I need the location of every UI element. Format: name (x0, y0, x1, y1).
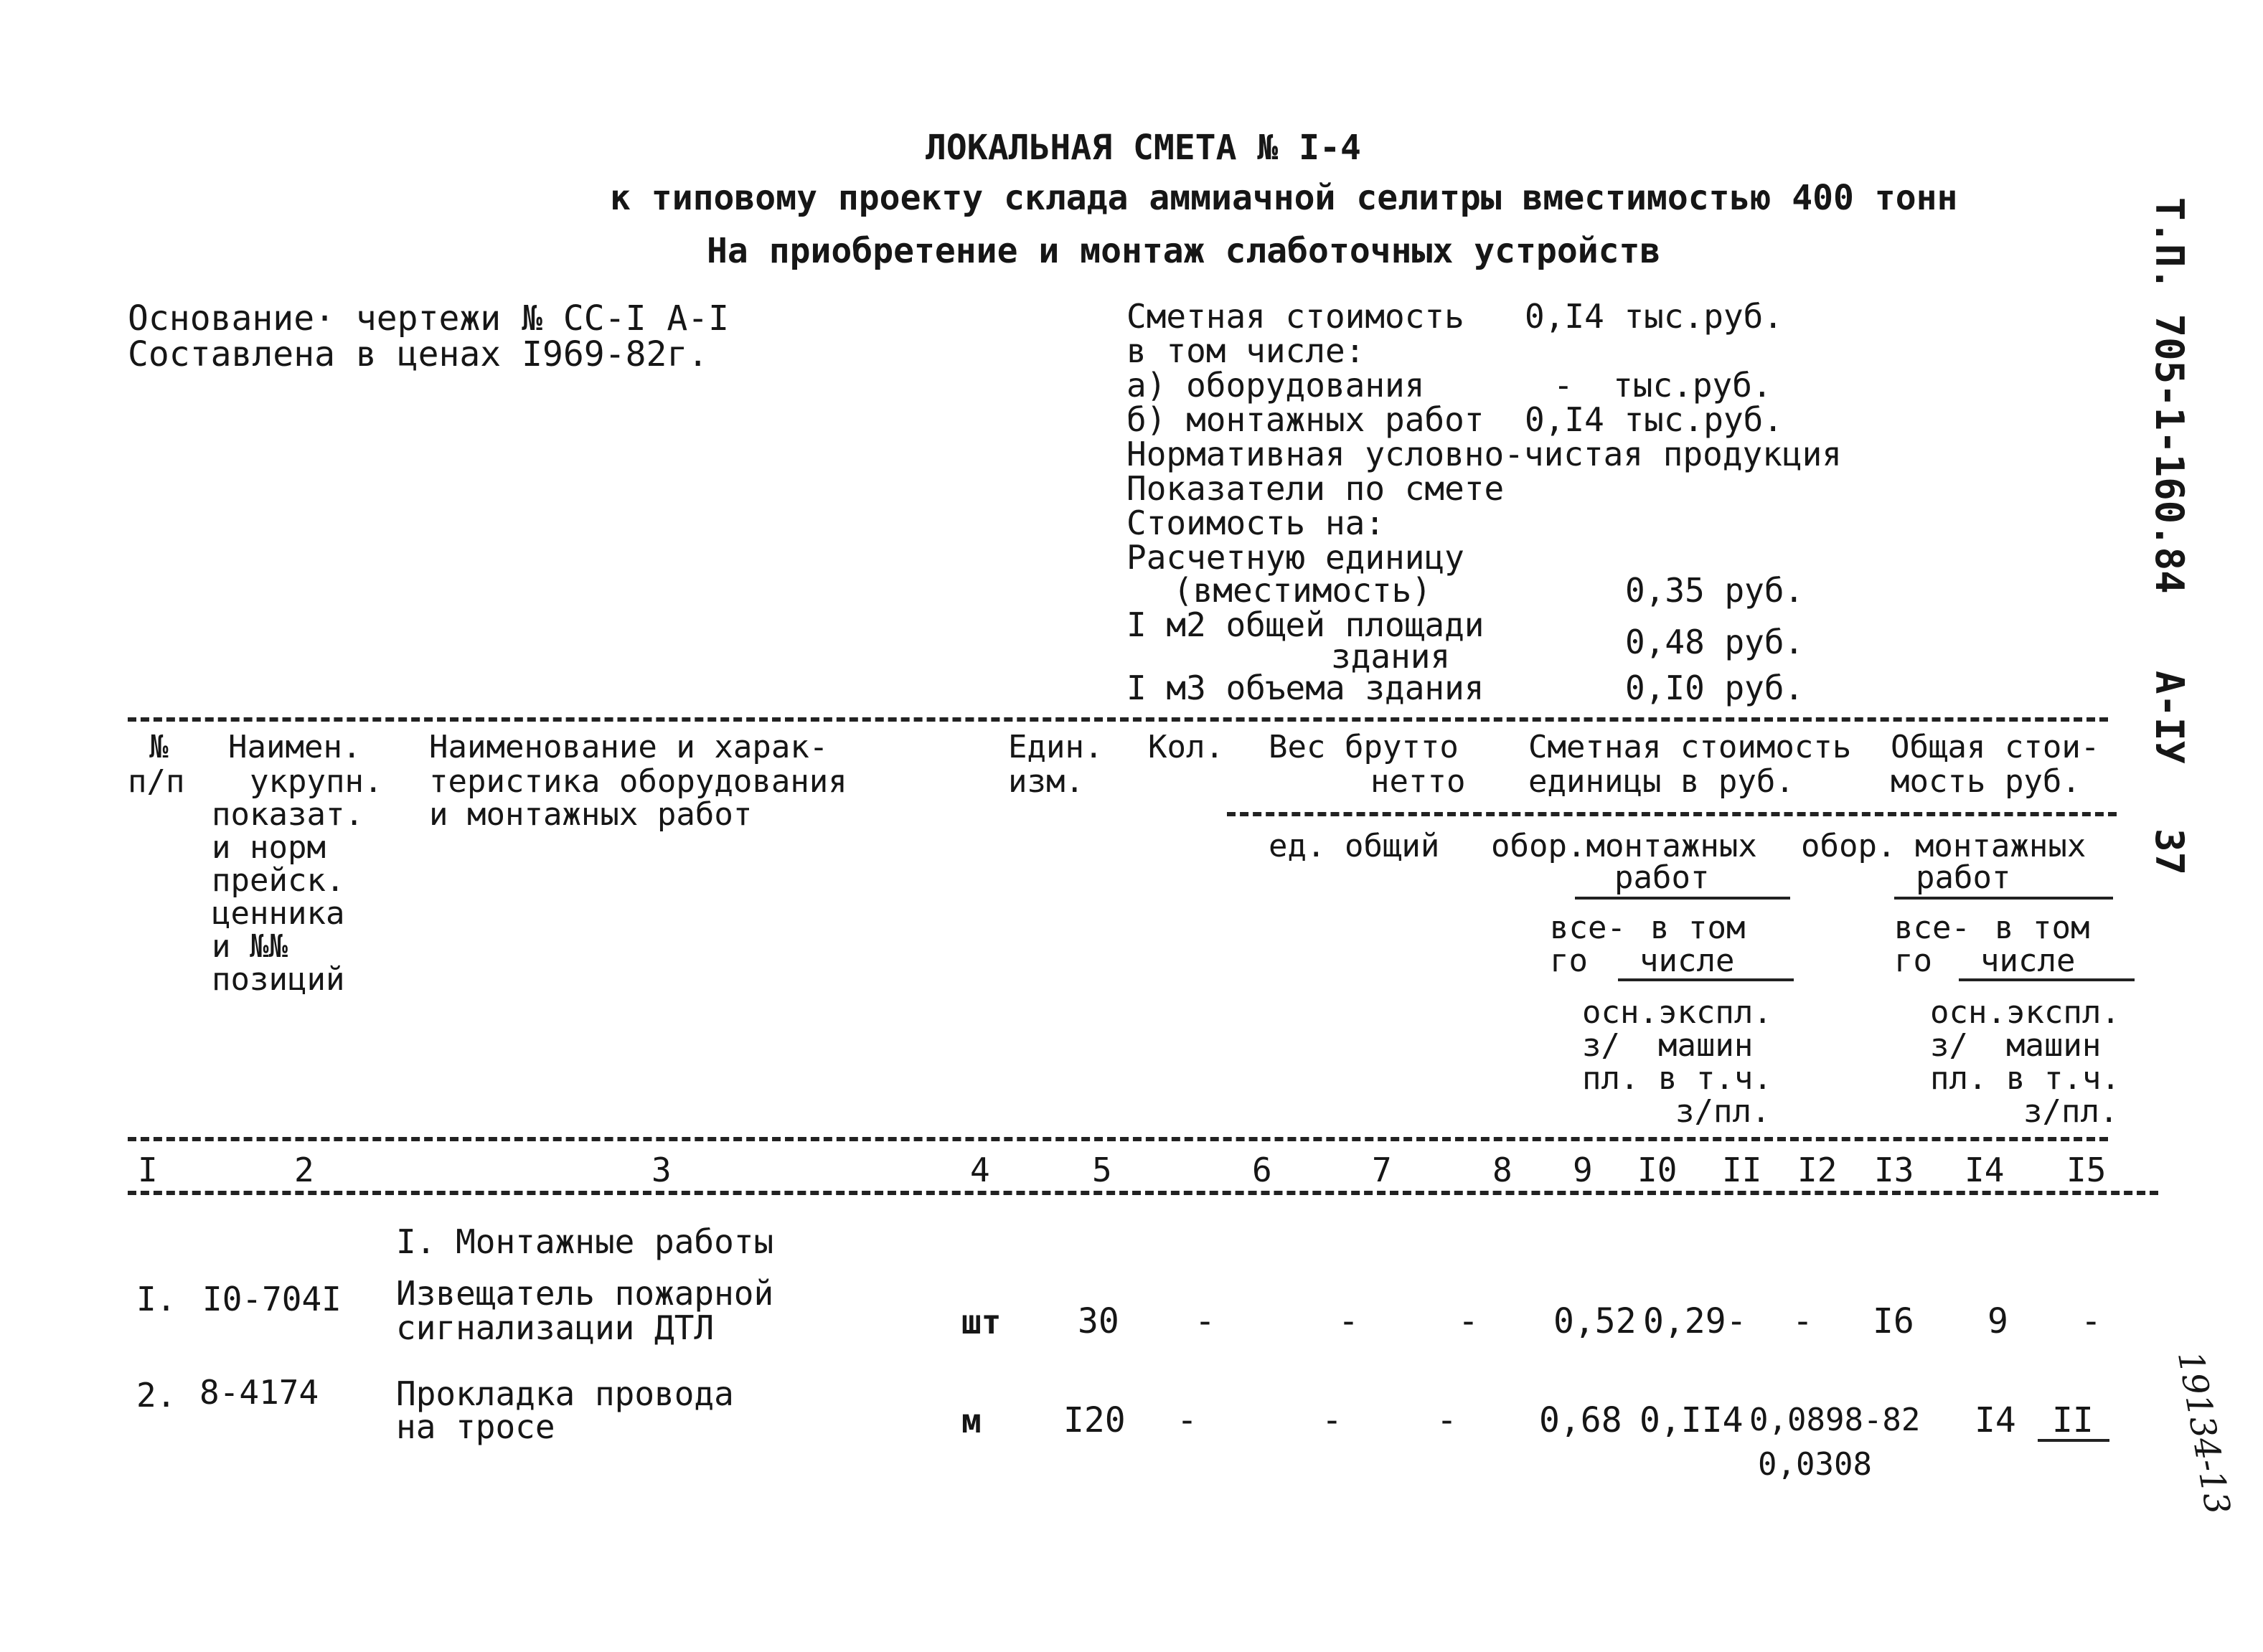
row-col7: - (1322, 1400, 1342, 1440)
col3-line1: Наименование и харак- (429, 729, 829, 765)
table-top-rule (128, 717, 2108, 722)
summary-cost-on: Стоимость на: (1126, 504, 1385, 542)
total-cost-subheader: обор. монтажных (1801, 828, 2086, 864)
summary-incl: в том числе: (1126, 331, 1365, 370)
row-name-line2: сигнализации ДТЛ (396, 1308, 715, 1347)
row-name-line1: Извещатель пожарной (396, 1274, 774, 1313)
row-col14: II (2052, 1400, 2094, 1440)
table-numbers-top-rule (128, 1137, 2108, 1141)
summary-normative: Нормативная условно-чистая продукция (1126, 435, 1842, 473)
section-title: I. Монтажные работы (396, 1222, 774, 1261)
col5-header: Кол. (1148, 729, 1224, 765)
row-unit: м (961, 1402, 982, 1440)
summary-indicators: Показатели по смете (1126, 469, 1505, 508)
row-col15: - (2081, 1301, 2102, 1341)
project-code: Т.П. 705-1-160.84 (2147, 197, 2192, 594)
summary-installation-label: б) монтажных работ (1126, 400, 1485, 439)
unit-osn-line3: пл. в т.ч. (1582, 1060, 1772, 1097)
summary-volume-value: 0,I0 руб. (1625, 669, 1805, 707)
estimate-title: ЛОКАЛЬНАЯ СМЕТА № I-4 (926, 128, 1361, 168)
unit-total-line2: го (1550, 943, 1588, 979)
row-code: I0-704I (202, 1280, 342, 1318)
row-col6: - (1177, 1400, 1198, 1440)
total-osn-line2: з/ машин (1930, 1027, 2102, 1064)
row-col9: 0,68 (1539, 1400, 1622, 1440)
total-incl-line2: числе (1980, 943, 2076, 979)
col1-line2: п/п (128, 763, 185, 800)
row-number: I. (136, 1280, 177, 1318)
summary-area-line1: I м2 общей площади (1126, 605, 1485, 644)
col2-line5: прейск. (212, 862, 345, 899)
row-col11: 0,0898-82 (1749, 1402, 1921, 1438)
unit-osn-line1: осн.экспл. (1582, 994, 1772, 1031)
summary-area-value: 0,48 руб. (1625, 623, 1805, 661)
col2-line8: позиций (212, 961, 345, 998)
row-col10: 0,29- (1643, 1301, 1747, 1341)
row-number: 2. (136, 1376, 177, 1415)
summary-area-line2: здания (1331, 637, 1451, 676)
col4-line1: Един. (1008, 729, 1104, 765)
table-numbers-bottom-rule (128, 1191, 2158, 1195)
col-number-13: I3 (1874, 1151, 1914, 1189)
summary-unit-line1: Расчетную единицу (1126, 538, 1464, 577)
handwritten-number: 19134-13 (2169, 1348, 2238, 1518)
basis-prices: Составлена в ценах I969-82г. (128, 334, 709, 374)
row-col10: 0,II4 (1639, 1400, 1744, 1440)
col6-sub: ед. общий (1269, 828, 1440, 864)
col2-line7: и №№ (212, 928, 288, 965)
row-col7: - (1338, 1301, 1359, 1341)
unit-total-line1: все- (1550, 910, 1626, 946)
col-number-3: 3 (651, 1151, 672, 1189)
col4-line2: изм. (1008, 763, 1084, 800)
col-number-1: I (138, 1151, 158, 1189)
summary-equipment-value: - тыс.руб. (1553, 366, 1772, 405)
col-number-15: I5 (2066, 1151, 2107, 1189)
table-sub-rule (1227, 812, 2117, 816)
col-number-6: 6 (1252, 1151, 1272, 1189)
total-osn-line3: пл. в т.ч. (1930, 1060, 2120, 1097)
summary-cost-value: 0,I4 тыс.руб. (1525, 297, 1784, 336)
total-total-line2: го (1894, 943, 1932, 979)
summary-cost-label: Сметная стоимость (1126, 297, 1464, 336)
summary-unit-value: 0,35 руб. (1625, 571, 1805, 610)
total-cost-works-rule (1894, 897, 2113, 900)
row-col13: I4 (1975, 1400, 2016, 1440)
col2-line6: ценника (212, 895, 345, 932)
total-incl-line1: в том (1995, 910, 2090, 946)
col-number-4: 4 (970, 1151, 990, 1189)
unit-incl-line2: числе (1639, 943, 1735, 979)
col13-line2: мость руб. (1891, 763, 2081, 800)
total-osn-line4: з/пл. (2023, 1093, 2119, 1130)
row-col11-second: 0,0308 (1758, 1446, 1872, 1483)
total-incl-rule (1959, 978, 2135, 981)
unit-cost-works: работ (1614, 859, 1710, 896)
unit-incl-line1: в том (1650, 910, 1746, 946)
row-col13: I6 (1873, 1301, 1914, 1341)
col-number-9: 9 (1573, 1151, 1593, 1189)
row-code: 8-4174 (199, 1373, 319, 1412)
col2-line1: Наимен. (228, 729, 362, 765)
summary-unit-line2: (вместимость) (1173, 571, 1432, 610)
col-number-5: 5 (1092, 1151, 1112, 1189)
unit-cost-subheader: обор.монтажных (1491, 828, 1757, 864)
col-number-11: II (1722, 1151, 1762, 1189)
col6-line1: Вес брутто (1269, 729, 1459, 765)
col-number-14: I4 (1965, 1151, 2005, 1189)
row-col8: - (1436, 1400, 1457, 1440)
col-number-12: I2 (1797, 1151, 1838, 1189)
estimate-purpose: На приобретение и монтаж слаботочных устройств (707, 231, 1661, 271)
row-quantity: 30 (1078, 1301, 1119, 1341)
col-number-2: 2 (294, 1151, 314, 1189)
row-col14: 9 (1987, 1301, 2008, 1341)
unit-osn-line4: з/пл. (1675, 1093, 1771, 1130)
summary-volume-label: I м3 объема здания (1126, 669, 1485, 707)
row-quantity: I20 (1063, 1400, 1126, 1440)
col9-line2: единицы в руб. (1528, 763, 1794, 800)
row-col9: 0,52 (1553, 1301, 1637, 1341)
col6-line2: нетто (1370, 763, 1466, 800)
row-unit: шт (961, 1303, 1002, 1341)
col3-line3: и монтажных работ (429, 796, 753, 833)
col2-line3: показат. (212, 796, 364, 833)
sheet-number: 37 (2147, 829, 2192, 876)
row-col12: - (1792, 1301, 1813, 1341)
row-col14-underline (2038, 1439, 2109, 1442)
total-osn-line1: осн.экспл. (1930, 994, 2120, 1031)
row-name-line1: Прокладка провода (396, 1374, 734, 1413)
row-col6: - (1195, 1301, 1215, 1341)
col-number-10: I0 (1637, 1151, 1678, 1189)
col1-line1: № (149, 729, 169, 765)
col2-line2: укрупн. (250, 763, 383, 800)
basis-drawings: Основание· чертежи № СС-I А-I (128, 298, 730, 339)
col-number-7: 7 (1372, 1151, 1392, 1189)
album-number: А-IУ (2147, 671, 2192, 765)
row-name-line2: на тросе (396, 1407, 555, 1446)
row-col8: - (1458, 1301, 1479, 1341)
col-number-8: 8 (1492, 1151, 1512, 1189)
total-total-line1: все- (1894, 910, 1970, 946)
col9-line1: Сметная стоимость (1528, 729, 1852, 765)
col3-line2: теристика оборудования (429, 763, 847, 800)
col2-line4: и норм (212, 829, 326, 866)
col13-line1: Общая стои- (1891, 729, 2100, 765)
estimate-subtitle: к типовому проекту склада аммиачной селитры вместимостью 400 тонн (610, 178, 1958, 218)
unit-incl-rule (1618, 978, 1794, 981)
summary-equipment-label: а) оборудования (1126, 366, 1425, 405)
unit-osn-line2: з/ машин (1582, 1027, 1754, 1064)
total-cost-works: работ (1916, 859, 2011, 896)
unit-cost-works-rule (1575, 897, 1790, 900)
summary-installation-value: 0,I4 тыс.руб. (1525, 400, 1784, 439)
